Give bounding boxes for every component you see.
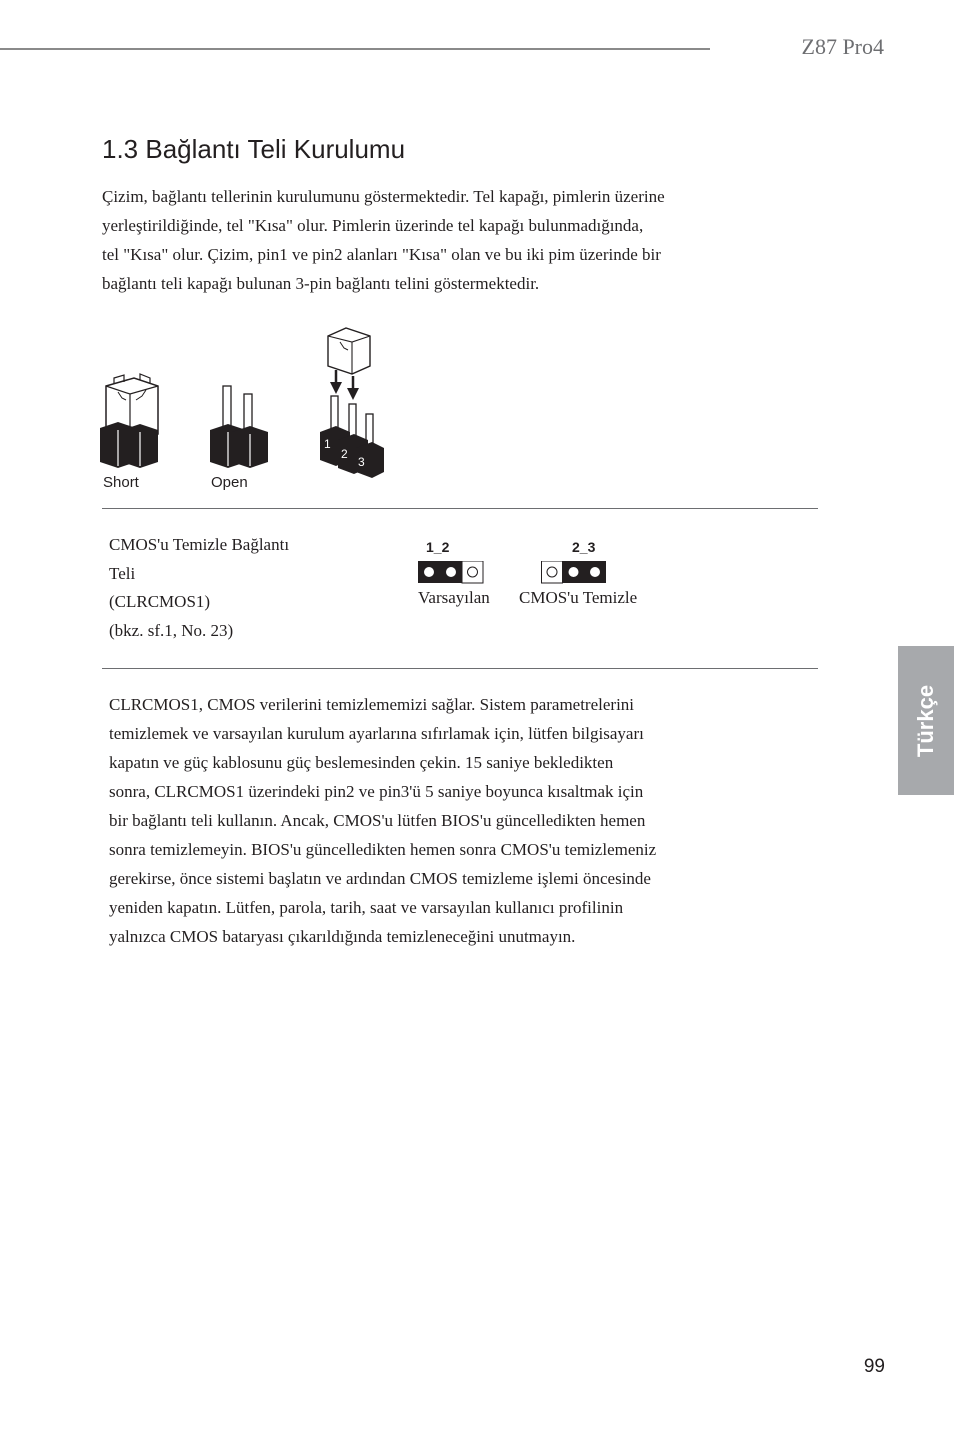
pin-number: 3 [358,455,365,469]
intro-paragraph [102,182,782,298]
body-line: bir bağlantı teli kullanın. Ancak, CMOS'u lütfen BIOS'u güncelledikten hemen [109,811,646,830]
body-line: gerekirse, önce sistemi başlatın ve ardından CMOS temizleme işlemi öncesinde [109,869,651,888]
clear-pins-label: 2_3 [572,539,596,555]
jumper-name-line: (bkz. sf.1, No. 23) [109,620,234,640]
short-jumper-figure [100,374,158,468]
table-rule-bottom [102,668,818,669]
three-pin-jumper-figure [320,328,384,478]
intro-line: yerleştirildiğinde, tel "Kısa" olur. Pimlerin üzerinde tel kapağı bulunmadığında, [102,216,644,235]
clear-caption: CMOS'u Temizle [519,588,638,607]
body-line: CLRCMOS1, CMOS verilerini temizlememizi sağlar. Sistem parametrelerini [109,695,635,714]
pin-dot [468,567,478,577]
clear-pin-header [541,561,607,584]
pin-number: 1 [324,437,331,451]
jumper-name [109,531,289,645]
body-paragraph [109,690,656,951]
default-pins-label: 1_2 [426,539,450,555]
table-rule-top [102,508,818,509]
body-line: yeniden kapatın. Lütfen, parola, tarih, saat ve varsayılan kullanıcı profilinin [109,898,624,917]
body-line: sonra, CLRCMOS1 üzerindeki pin2 ve pin3'ü 5 saniye boyunca kısaltmak için [109,782,644,801]
section-title: 1.3 Bağlantı Teli Kurulumu [102,134,406,164]
body-line: yalnızca CMOS bataryası çıkarıldığında temizleneceğini unutmayın. [109,927,576,946]
language-tab [898,646,954,795]
pin-dot [590,567,600,577]
body-line: temizlemek ve varsayılan kurulum ayarlarına sıfırlamak için, lütfen bilgisayarı [109,724,644,743]
pin-dot [569,567,579,577]
short-label: Short [103,474,139,491]
pin-dot [446,567,456,577]
open-label: Open [211,474,248,491]
jumper-name-line: Teli [109,563,136,583]
header-rule [0,48,710,50]
model-name: Z87 Pro4 [801,34,884,59]
page-number: 99 [863,1356,885,1377]
intro-line: Çizim, bağlantı tellerinin kurulumunu göstermektedir. Tel kapağı, pimlerin üzerine [102,187,665,206]
intro-line: bağlantı teli kapağı bulunan 3-pin bağlantı telini göstermektedir. [102,274,540,293]
open-jumper-figure [210,386,268,468]
body-line: kapatın ve güç kablosunu güç beslemesinden çekin. 15 saniye bekledikten [109,753,614,772]
intro-line: tel "Kısa" olur. Çizim, pin1 ve pin2 alanları "Kısa" olan ve bu iki pim üzerinde bir [102,245,661,264]
pin-dot [424,567,434,577]
pin-dot [547,567,557,577]
language-tab-label: Türkçe [913,684,938,757]
jumper-name-line: (CLRCMOS1) [109,592,211,611]
default-pin-header [418,561,484,584]
body-line: sonra temizlemeyin. BIOS'u güncelledikten hemen sonra CMOS'u temizlemeniz [109,840,657,859]
jumper-name-line: CMOS'u Temizle Bağlantı [109,535,290,554]
pin-number: 2 [341,447,348,461]
jumper-diagram [96,322,396,494]
default-caption: Varsayılan [418,588,490,607]
